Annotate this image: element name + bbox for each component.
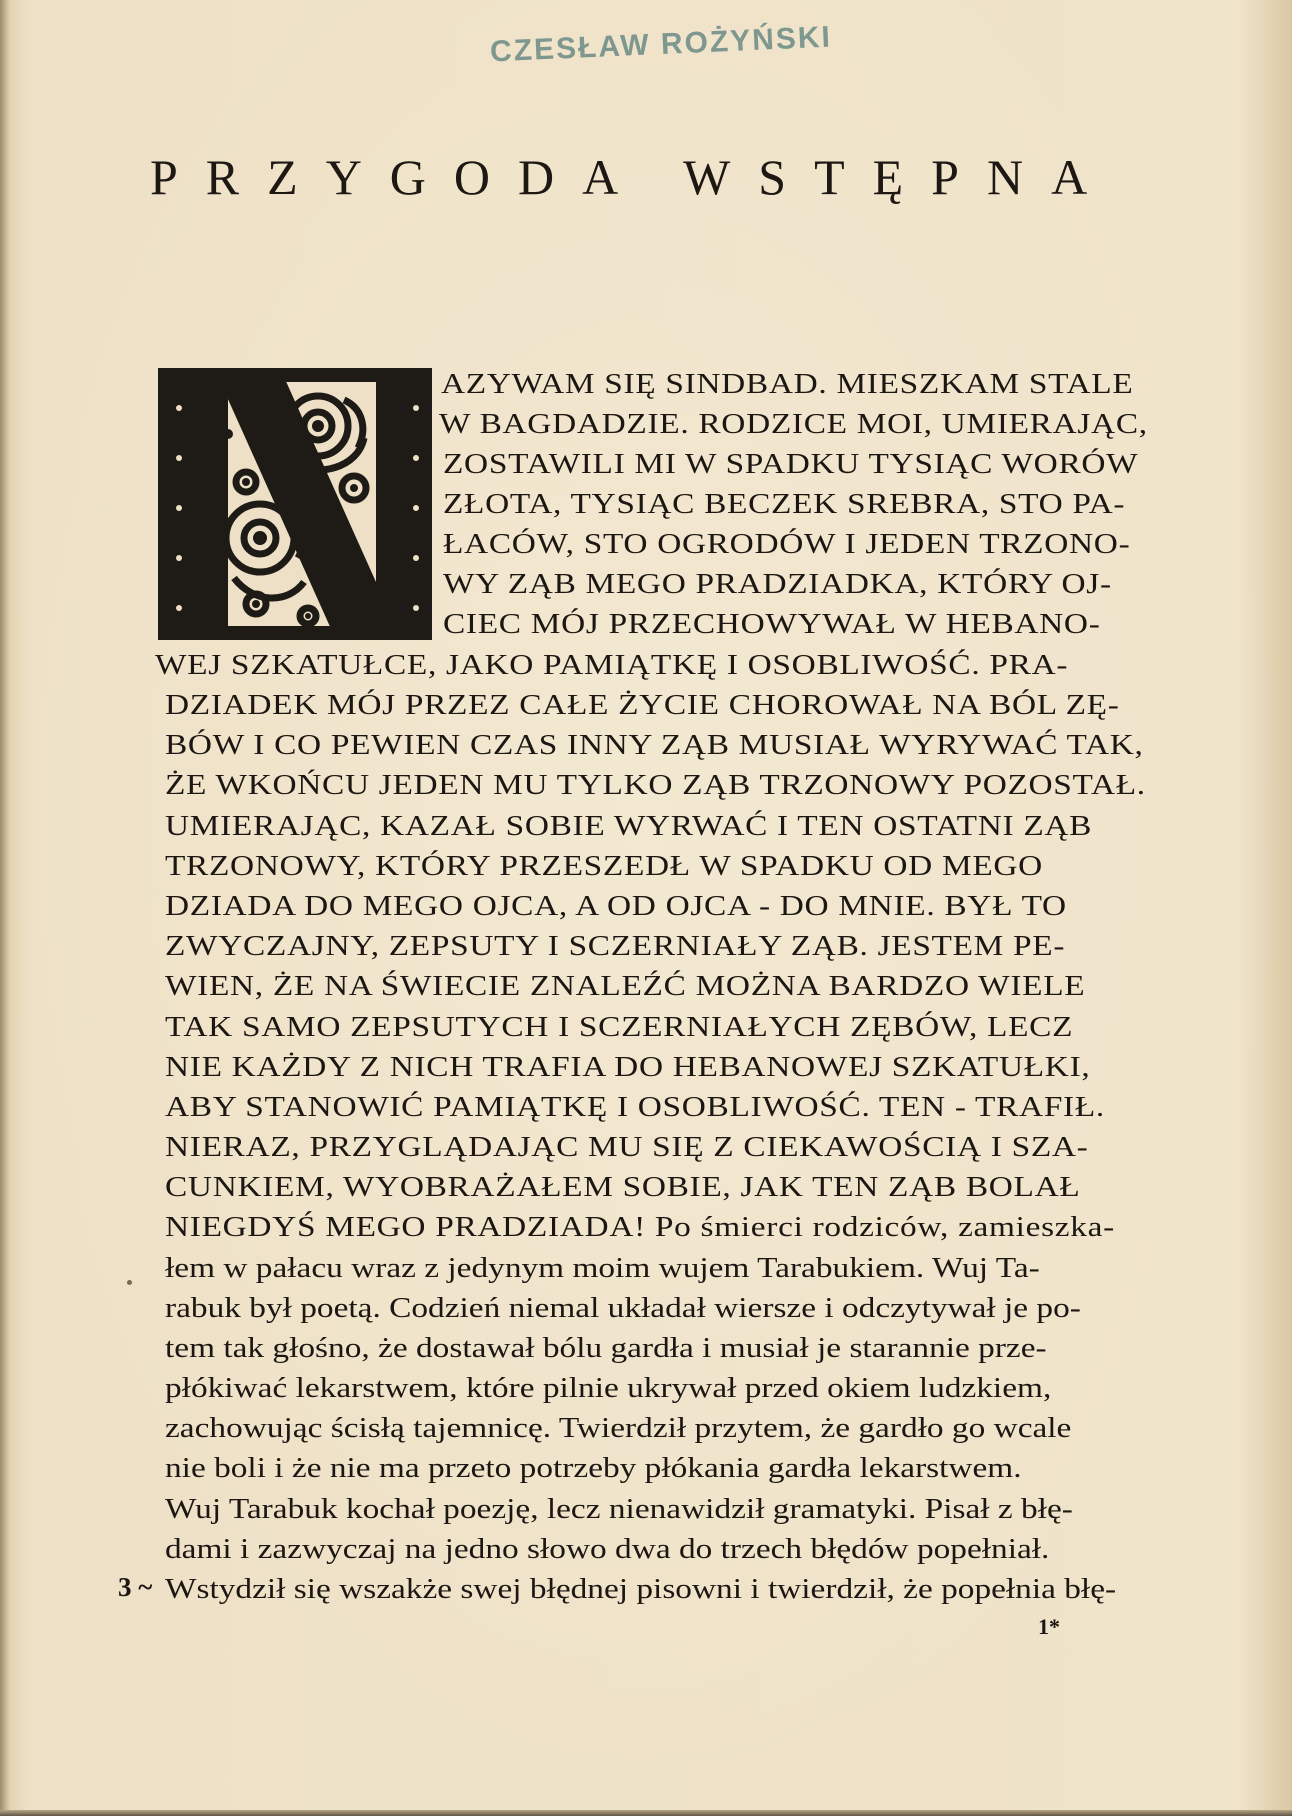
text-line: NIERAZ, PRZYGLĄDAJĄC MU SIĘ Z CIEKAWOŚCIĄ I SZA- <box>165 1131 1089 1163</box>
text-line: rabuk był poetą. Codzień niemal układał wiersze i odczytywał je po- <box>165 1292 1081 1324</box>
owner-stamp: CZESŁAW ROŻYŃSKI <box>489 20 833 69</box>
text-line: ŻE WKOŃCU JEDEN MU TYLKO ZĄB TRZONOWY POZOSTAŁ. <box>165 769 1146 801</box>
text-line: łem w pałacu wraz z jedynym moim wujem Tarabukiem. Wuj Ta- <box>165 1252 1040 1284</box>
text-line: WIEN, ŻE NA ŚWIECIE ZNALEŹĆ MOŻNA BARDZO WIELE <box>165 970 1086 1002</box>
text-line: TRZONOWY, KTÓRY PRZESZEDŁ W SPADKU OD MEGO <box>165 850 1043 882</box>
decorated-initial-n <box>158 368 432 640</box>
text-line: ABY STANOWIĆ PAMIĄTKĘ I OSOBLIWOŚĆ. TEN - TRAFIŁ. <box>165 1091 1105 1123</box>
text-line: Wuj Tarabuk kochał poezję, lecz nienawidził gramatyki. Pisał z błę- <box>165 1493 1073 1525</box>
text-line: ZOSTAWILI MI W SPADKU TYSIĄC WORÓW <box>443 448 1139 480</box>
text-line: DZIADA DO MEGO OJCA, A OD OJCA - DO MNIE. BYŁ TO <box>165 890 1067 922</box>
text-line: ŁACÓW, STO OGRODÓW I JEDEN TRZONO- <box>443 528 1131 560</box>
text-line: tem tak głośno, że dostawał bólu gardła i musiał je starannie prze- <box>165 1332 1047 1364</box>
chapter-title: PRZYGODA WSTĘPNA <box>150 149 1116 205</box>
text-line: dami i zazwyczaj na jedno słowo dwa do trzech błędów popełniał. <box>165 1533 1050 1565</box>
text-line: ZŁOTA, TYSIĄC BECZEK SREBRA, STO PA- <box>443 488 1126 520</box>
text-line: UMIERAJĄC, KAZAŁ SOBIE WYRWAĆ I TEN OSTATNI ZĄB <box>165 810 1093 842</box>
text-line: WEJ SZKATUŁCE, JAKO PAMIĄTKĘ I OSOBLIWOŚĆ. PRA- <box>155 649 1069 681</box>
text-line: zachowując ścisłą tajemnicę. Twierdził przytem, że gardło go wcale <box>165 1412 1072 1444</box>
page-bottom-edge <box>0 1810 1292 1816</box>
page-number: 3 ~ <box>118 1572 153 1602</box>
text-line: DZIADEK MÓJ PRZEZ CAŁE ŻYCIE CHOROWAŁ NA BÓL ZĘ- <box>165 689 1120 721</box>
text-line: płókiwać lekarstwem, które pilnie ukrywał przed okiem ludzkiem, <box>165 1372 1052 1404</box>
text-line: WY ZĄB MEGO PRADZIADKA, KTÓRY OJ- <box>443 568 1112 600</box>
printer-signature-mark: 1* <box>1038 1614 1060 1639</box>
text-line: Wstydził się wszakże swej błędnej pisowni i twierdził, że popełnia błę- <box>165 1573 1117 1605</box>
text-line: nie boli i że nie ma przeto potrzeby płókania gardła lekarstwem. <box>165 1452 1022 1484</box>
text-line: CUNKIEM, WYOBRAŻAŁEM SOBIE, JAK TEN ZĄB BOLAŁ <box>165 1171 1081 1203</box>
text-line: BÓW I CO PEWIEN CZAS INNY ZĄB MUSIAŁ WYRYWAĆ TAK, <box>165 729 1144 761</box>
text-line: CIEC MÓJ PRZECHOWYWAŁ W HEBANO- <box>443 608 1101 640</box>
page-left-edge <box>0 0 10 1816</box>
margin-speck <box>127 1280 132 1285</box>
text-line: NIEGDYŚ MEGO PRADZIADA! Po śmierci rodziców, zamieszka- <box>165 1211 1115 1243</box>
text-line: NIE KAŻDY Z NICH TRAFIA DO HEBANOWEJ SZKATUŁKI, <box>165 1051 1091 1083</box>
text-line: TAK SAMO ZEPSUTYCH I SCZERNIAŁYCH ZĘBÓW, LECZ <box>165 1011 1074 1043</box>
text-line: W BAGDADZIE. RODZICE MOI, UMIERAJĄC, <box>439 408 1148 440</box>
text-line: ZWYCZAJNY, ZEPSUTY I SCZERNIAŁY ZĄB. JESTEM PE- <box>165 930 1066 962</box>
text-line: AZYWAM SIĘ SINDBAD. MIESZKAM STALE <box>441 368 1134 400</box>
